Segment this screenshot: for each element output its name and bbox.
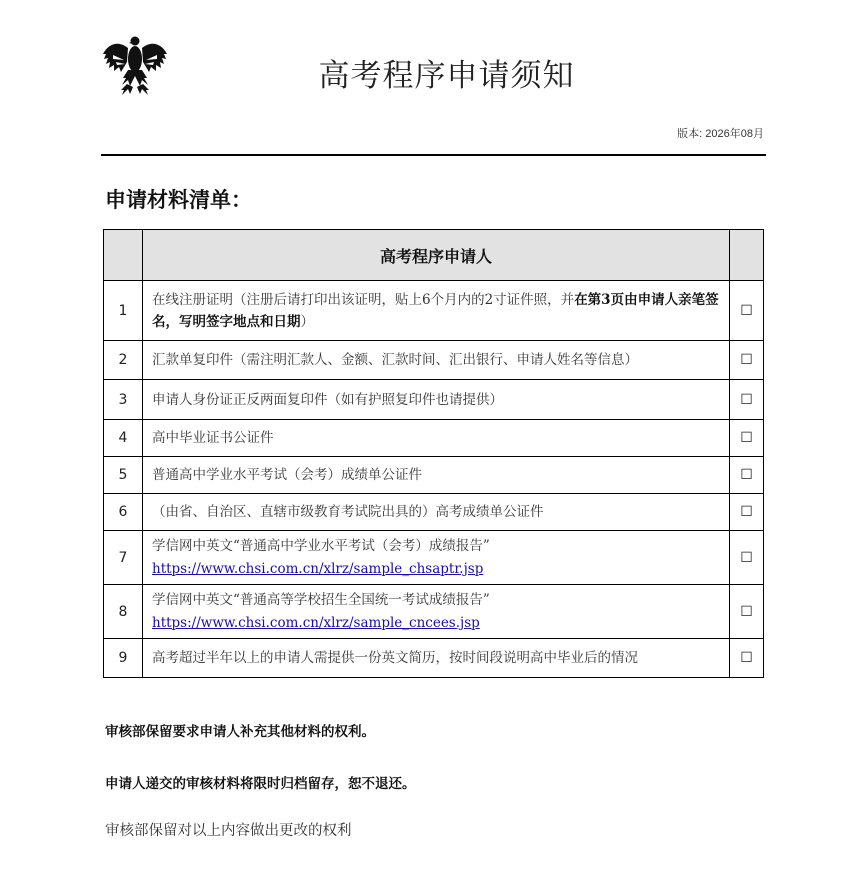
table-row: [104, 457, 764, 494]
row-number: 3: [104, 380, 143, 420]
row-text: 汇款单复印件（需注明汇款人、金额、汇款时间、汇出银行、申请人姓名等信息）: [143, 341, 730, 380]
row-text: 普通高中学业水平考试（会考）成绩单公证件: [143, 457, 730, 494]
row-checkbox[interactable]: ☐: [730, 494, 764, 531]
table-row: [104, 420, 764, 457]
row-checkbox[interactable]: ☐: [730, 380, 764, 420]
row-text-main: 学信网中英文“普通高等学校招生全国统一考试成绩报告”: [152, 591, 490, 608]
table-row: [104, 281, 764, 341]
table-row: [104, 380, 764, 420]
note-supplement: 审核部保留要求申请人补充其他材料的权利。: [105, 724, 375, 740]
header-num-cell: [104, 230, 143, 281]
row-number: 6: [104, 494, 143, 531]
row-number: 9: [104, 639, 143, 678]
row-number: 8: [104, 585, 143, 639]
row-text: [143, 281, 730, 341]
row-number: 7: [104, 531, 143, 585]
row-text: [143, 531, 730, 585]
table-header-row: [104, 230, 764, 281]
row-text: [143, 585, 730, 639]
row-checkbox[interactable]: ☐: [730, 585, 764, 639]
row-number: 1: [104, 281, 143, 341]
row-text: （由省、自治区、直辖市级教育考试院出具的）高考成绩单公证件: [143, 494, 730, 531]
cncees-link[interactable]: https://www.chsi.com.cn/xlrz/sample_cncees.jsp: [152, 614, 480, 631]
table-row: [104, 494, 764, 531]
row-text: 高中毕业证书公证件: [143, 420, 730, 457]
page-title: 高考程序申请须知: [318, 58, 575, 94]
row-text-bold: 在第3页由申请人亲笔签名，写明签字地点和日期: [152, 291, 719, 330]
row-text: 申请人身份证正反两面复印件（如有护照复印件也请提供）: [143, 380, 730, 420]
row-number: 4: [104, 420, 143, 457]
row-checkbox[interactable]: ☐: [730, 457, 764, 494]
note-changes: 审核部保留对以上内容做出更改的权利: [105, 823, 352, 839]
row-text-main: 在线注册证明（注册后请打印出该证明，贴上6个月内的2寸证件照，并: [152, 291, 575, 308]
row-checkbox[interactable]: ☐: [730, 420, 764, 457]
row-checkbox[interactable]: ☐: [730, 341, 764, 380]
row-text-tail: ）: [300, 313, 314, 330]
row-text: 高考超过半年以上的申请人需提供一份英文简历，按时间段说明高中毕业后的情况: [143, 639, 730, 678]
row-number: 5: [104, 457, 143, 494]
materials-table: [103, 229, 764, 678]
table-row: [104, 585, 764, 639]
column-header: 高考程序申请人: [143, 230, 730, 281]
version-label: 版本: 2026年08月: [677, 128, 764, 140]
row-text-main: 学信网中英文“普通高中学业水平考试（会考）成绩报告”: [152, 537, 490, 554]
table-row: [104, 531, 764, 585]
header-check-cell: [730, 230, 764, 281]
header-divider: [101, 154, 766, 156]
row-checkbox[interactable]: ☐: [730, 639, 764, 678]
chsaptr-link[interactable]: https://www.chsi.com.cn/xlrz/sample_chsaptr.jsp: [152, 560, 484, 577]
note-archive: 申请人递交的审核材料将限时归档留存，恕不退还。: [105, 776, 416, 792]
table-row: [104, 639, 764, 678]
row-checkbox[interactable]: ☐: [730, 281, 764, 341]
row-checkbox[interactable]: ☐: [730, 531, 764, 585]
section-title: 申请材料清单：: [105, 187, 252, 212]
table-row: [104, 341, 764, 380]
row-number: 2: [104, 341, 143, 380]
